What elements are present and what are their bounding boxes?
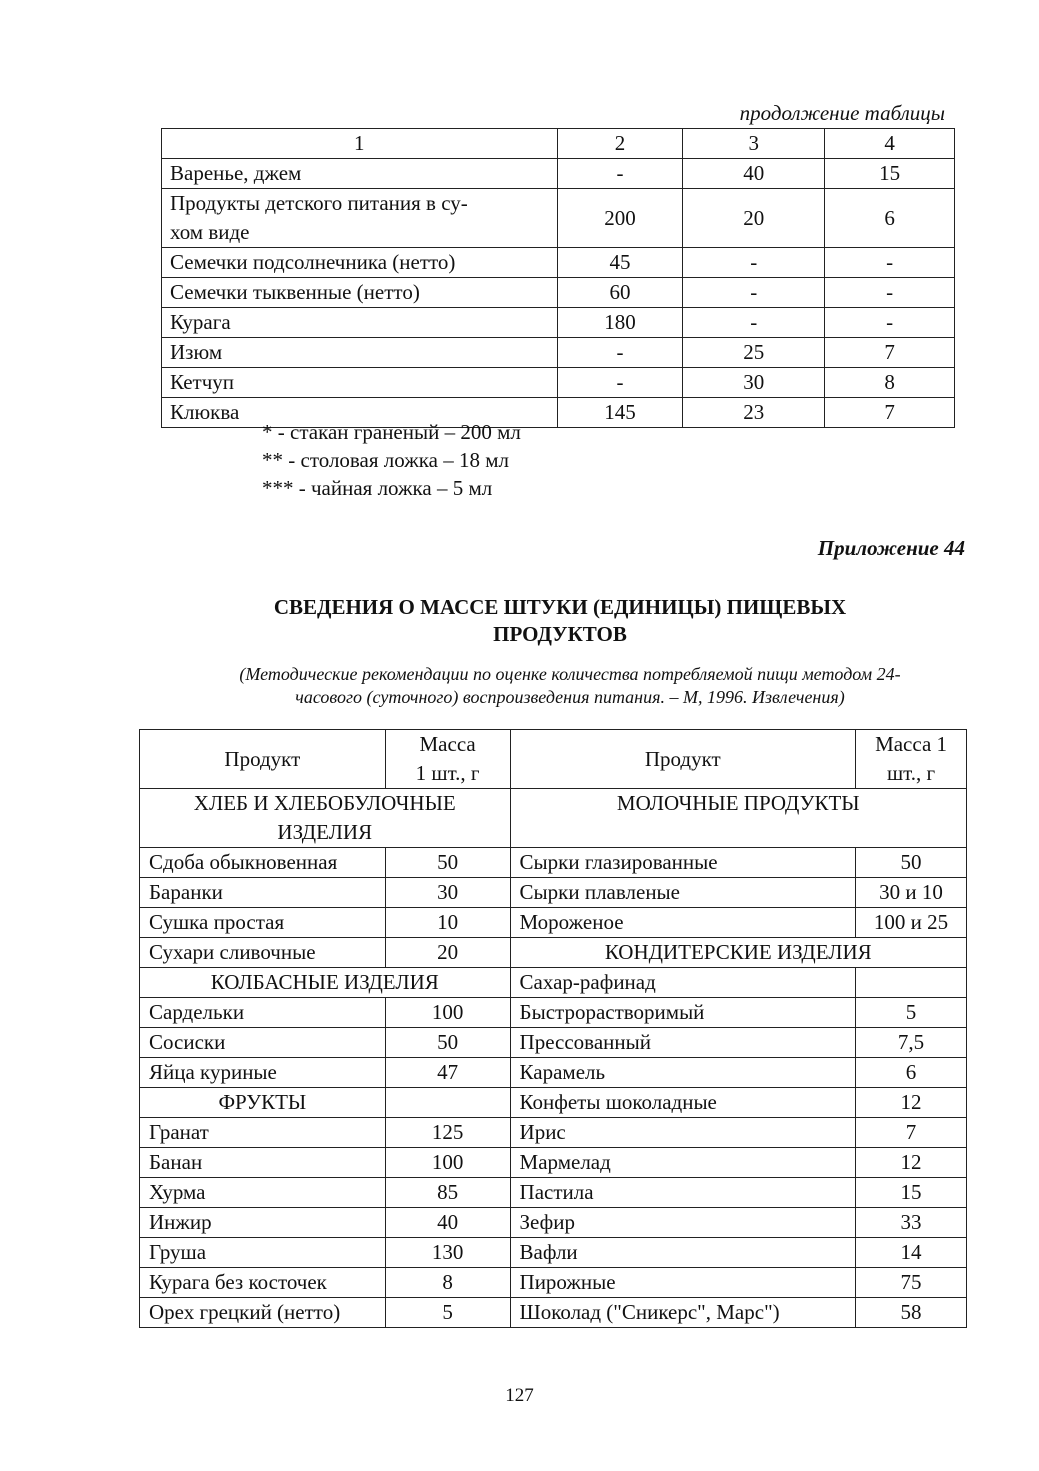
product-cell: Сахар-рафинад xyxy=(510,968,856,998)
value-cell: - xyxy=(825,278,955,308)
value-cell: - xyxy=(557,368,683,398)
mass-cell: 10 xyxy=(385,908,510,938)
header-cell-line: шт., г xyxy=(886,761,936,785)
product-cell-line: хом виде xyxy=(170,220,250,244)
section-cell: КОЛБАСНЫЕ ИЗДЕЛИЯ xyxy=(140,968,511,998)
table-row xyxy=(140,968,967,998)
product-cell: Сардельки xyxy=(140,998,386,1028)
section-cell xyxy=(140,789,511,848)
section-cell-line: ИЗДЕЛИЯ xyxy=(277,820,373,844)
mass-cell xyxy=(856,968,967,998)
value-cell: 23 xyxy=(683,398,825,428)
table-row xyxy=(140,1148,967,1178)
mass-cell: 100 xyxy=(385,1148,510,1178)
product-cell: Сухари сливочные xyxy=(140,938,386,968)
mass-cell: 85 xyxy=(385,1178,510,1208)
header-cell-line: Масса xyxy=(419,732,476,756)
appendix-label: Приложение 44 xyxy=(817,536,965,560)
footnote: *** - чайная ложка – 5 мл xyxy=(262,476,493,500)
value-cell: 6 xyxy=(825,189,955,248)
header-cell xyxy=(856,730,967,789)
product-cell: Пирожные xyxy=(510,1268,856,1298)
product-cell: Мармелад xyxy=(510,1148,856,1178)
header-cell: 4 xyxy=(825,129,955,159)
mass-cell: 50 xyxy=(385,1028,510,1058)
table-row xyxy=(162,308,955,338)
value-cell: 15 xyxy=(825,159,955,189)
table-row xyxy=(140,1298,967,1328)
value-cell: 145 xyxy=(557,398,683,428)
value-cell: - xyxy=(683,278,825,308)
product-cell: Варенье, джем xyxy=(162,159,558,189)
continued-table xyxy=(161,128,955,428)
mass-cell xyxy=(385,1088,510,1118)
header-cell: Продукт xyxy=(510,730,856,789)
section-cell: КОНДИТЕРСКИЕ ИЗДЕЛИЯ xyxy=(510,938,966,968)
mass-cell: 30 xyxy=(385,878,510,908)
product-cell xyxy=(162,189,558,248)
value-cell: 20 xyxy=(683,189,825,248)
section-title xyxy=(130,594,990,648)
mass-cell: 8 xyxy=(385,1268,510,1298)
source-note xyxy=(150,663,990,709)
product-cell: Яйца куриные xyxy=(140,1058,386,1088)
source-note-line: (Методические рекомендации по оценке количества потребляемой пищи методом 24- xyxy=(239,664,901,684)
table-row xyxy=(140,1178,967,1208)
table-row xyxy=(140,789,967,848)
header-cell-line: Масса 1 xyxy=(875,732,948,756)
page-number: 127 xyxy=(505,1385,534,1406)
value-cell: - xyxy=(825,308,955,338)
product-cell: Сосиски xyxy=(140,1028,386,1058)
value-cell: 8 xyxy=(825,368,955,398)
value-cell: - xyxy=(683,308,825,338)
table-row xyxy=(162,189,955,248)
product-cell: Сушка простая xyxy=(140,908,386,938)
product-cell: Сырки глазированные xyxy=(510,848,856,878)
product-cell: Хурма xyxy=(140,1178,386,1208)
product-cell-line: Продукты детского питания в су- xyxy=(170,191,468,215)
mass-cell: 15 xyxy=(856,1178,967,1208)
table-continuation-caption: продолжение таблицы xyxy=(739,101,945,125)
table-row xyxy=(140,1238,967,1268)
mass-cell: 7 xyxy=(856,1118,967,1148)
mass-cell: 130 xyxy=(385,1238,510,1268)
table-row xyxy=(140,1058,967,1088)
table-row xyxy=(162,338,955,368)
footnote: * - стакан граненый – 200 мл xyxy=(262,420,521,444)
product-cell: Изюм xyxy=(162,338,558,368)
product-cell: Гранат xyxy=(140,1118,386,1148)
product-cell: Курага xyxy=(162,308,558,338)
product-cell: Ирис xyxy=(510,1118,856,1148)
table-row xyxy=(140,878,967,908)
table-row xyxy=(140,1208,967,1238)
product-cell: Орех грецкий (нетто) xyxy=(140,1298,386,1328)
product-cell: Инжир xyxy=(140,1208,386,1238)
product-cell: Быстрорастворимый xyxy=(510,998,856,1028)
mass-cell: 58 xyxy=(856,1298,967,1328)
table-row xyxy=(162,278,955,308)
header-cell xyxy=(385,730,510,789)
mass-cell: 47 xyxy=(385,1058,510,1088)
section-title-line: СВЕДЕНИЯ О МАССЕ ШТУКИ (ЕДИНИЦЫ) ПИЩЕВЫХ xyxy=(273,595,847,619)
product-cell: Баранки xyxy=(140,878,386,908)
table-row xyxy=(140,908,967,938)
product-cell: Вафли xyxy=(510,1238,856,1268)
value-cell: 40 xyxy=(683,159,825,189)
value-cell: - xyxy=(557,338,683,368)
mass-table xyxy=(139,729,967,1328)
table-header-row xyxy=(162,129,955,159)
product-cell: Карамель xyxy=(510,1058,856,1088)
mass-cell: 50 xyxy=(385,848,510,878)
mass-cell: 33 xyxy=(856,1208,967,1238)
value-cell: 30 xyxy=(683,368,825,398)
product-cell: Курага без косточек xyxy=(140,1268,386,1298)
header-cell: 2 xyxy=(557,129,683,159)
header-cell-line: 1 шт., г xyxy=(415,761,480,785)
section-title-line: ПРОДУКТОВ xyxy=(493,622,627,646)
mass-cell: 75 xyxy=(856,1268,967,1298)
table-row xyxy=(162,368,955,398)
mass-cell: 12 xyxy=(856,1088,967,1118)
section-cell: МОЛОЧНЫЕ ПРОДУКТЫ xyxy=(510,789,966,848)
product-cell: Семечки подсолнечника (нетто) xyxy=(162,248,558,278)
source-note-line: часового (суточного) воспроизведения питания. – М, 1996. Извлечения) xyxy=(295,687,845,707)
header-cell: Продукт xyxy=(140,730,386,789)
value-cell: 7 xyxy=(825,338,955,368)
value-cell: 60 xyxy=(557,278,683,308)
mass-cell: 14 xyxy=(856,1238,967,1268)
mass-cell: 6 xyxy=(856,1058,967,1088)
product-cell: Кетчуп xyxy=(162,368,558,398)
section-cell: ФРУКТЫ xyxy=(140,1088,386,1118)
product-cell: Шоколад ("Сникерс", Марс") xyxy=(510,1298,856,1328)
product-cell: Семечки тыквенные (нетто) xyxy=(162,278,558,308)
mass-cell: 30 и 10 xyxy=(856,878,967,908)
table-row xyxy=(140,1088,967,1118)
product-cell: Клюква xyxy=(162,398,558,428)
mass-cell: 125 xyxy=(385,1118,510,1148)
table-row xyxy=(140,998,967,1028)
mass-cell: 7,5 xyxy=(856,1028,967,1058)
table-row xyxy=(140,938,967,968)
header-cell: 1 xyxy=(162,129,558,159)
value-cell: - xyxy=(825,248,955,278)
table-row xyxy=(140,1028,967,1058)
mass-cell: 100 и 25 xyxy=(856,908,967,938)
value-cell: - xyxy=(557,159,683,189)
product-cell: Конфеты шоколадные xyxy=(510,1088,856,1118)
product-cell: Мороженое xyxy=(510,908,856,938)
footnote: ** - столовая ложка – 18 мл xyxy=(262,448,509,472)
section-cell-line: ХЛЕБ И ХЛЕБОБУЛОЧНЫЕ xyxy=(193,791,456,815)
mass-cell: 100 xyxy=(385,998,510,1028)
mass-cell: 20 xyxy=(385,938,510,968)
product-cell: Прессованный xyxy=(510,1028,856,1058)
table-header-row xyxy=(140,730,967,789)
product-cell: Сдоба обыкновенная xyxy=(140,848,386,878)
table-row xyxy=(140,1118,967,1148)
table-row xyxy=(162,248,955,278)
value-cell: 7 xyxy=(825,398,955,428)
mass-cell: 40 xyxy=(385,1208,510,1238)
table-row xyxy=(162,159,955,189)
table-row xyxy=(140,1268,967,1298)
product-cell: Сырки плавленые xyxy=(510,878,856,908)
table-row xyxy=(140,848,967,878)
value-cell: - xyxy=(683,248,825,278)
header-cell: 3 xyxy=(683,129,825,159)
product-cell: Пастила xyxy=(510,1178,856,1208)
value-cell: 45 xyxy=(557,248,683,278)
value-cell: 200 xyxy=(557,189,683,248)
product-cell: Банан xyxy=(140,1148,386,1178)
product-cell: Груша xyxy=(140,1238,386,1268)
value-cell: 180 xyxy=(557,308,683,338)
value-cell: 25 xyxy=(683,338,825,368)
mass-cell: 12 xyxy=(856,1148,967,1178)
product-cell: Зефир xyxy=(510,1208,856,1238)
mass-cell: 50 xyxy=(856,848,967,878)
mass-cell: 5 xyxy=(856,998,967,1028)
mass-cell: 5 xyxy=(385,1298,510,1328)
